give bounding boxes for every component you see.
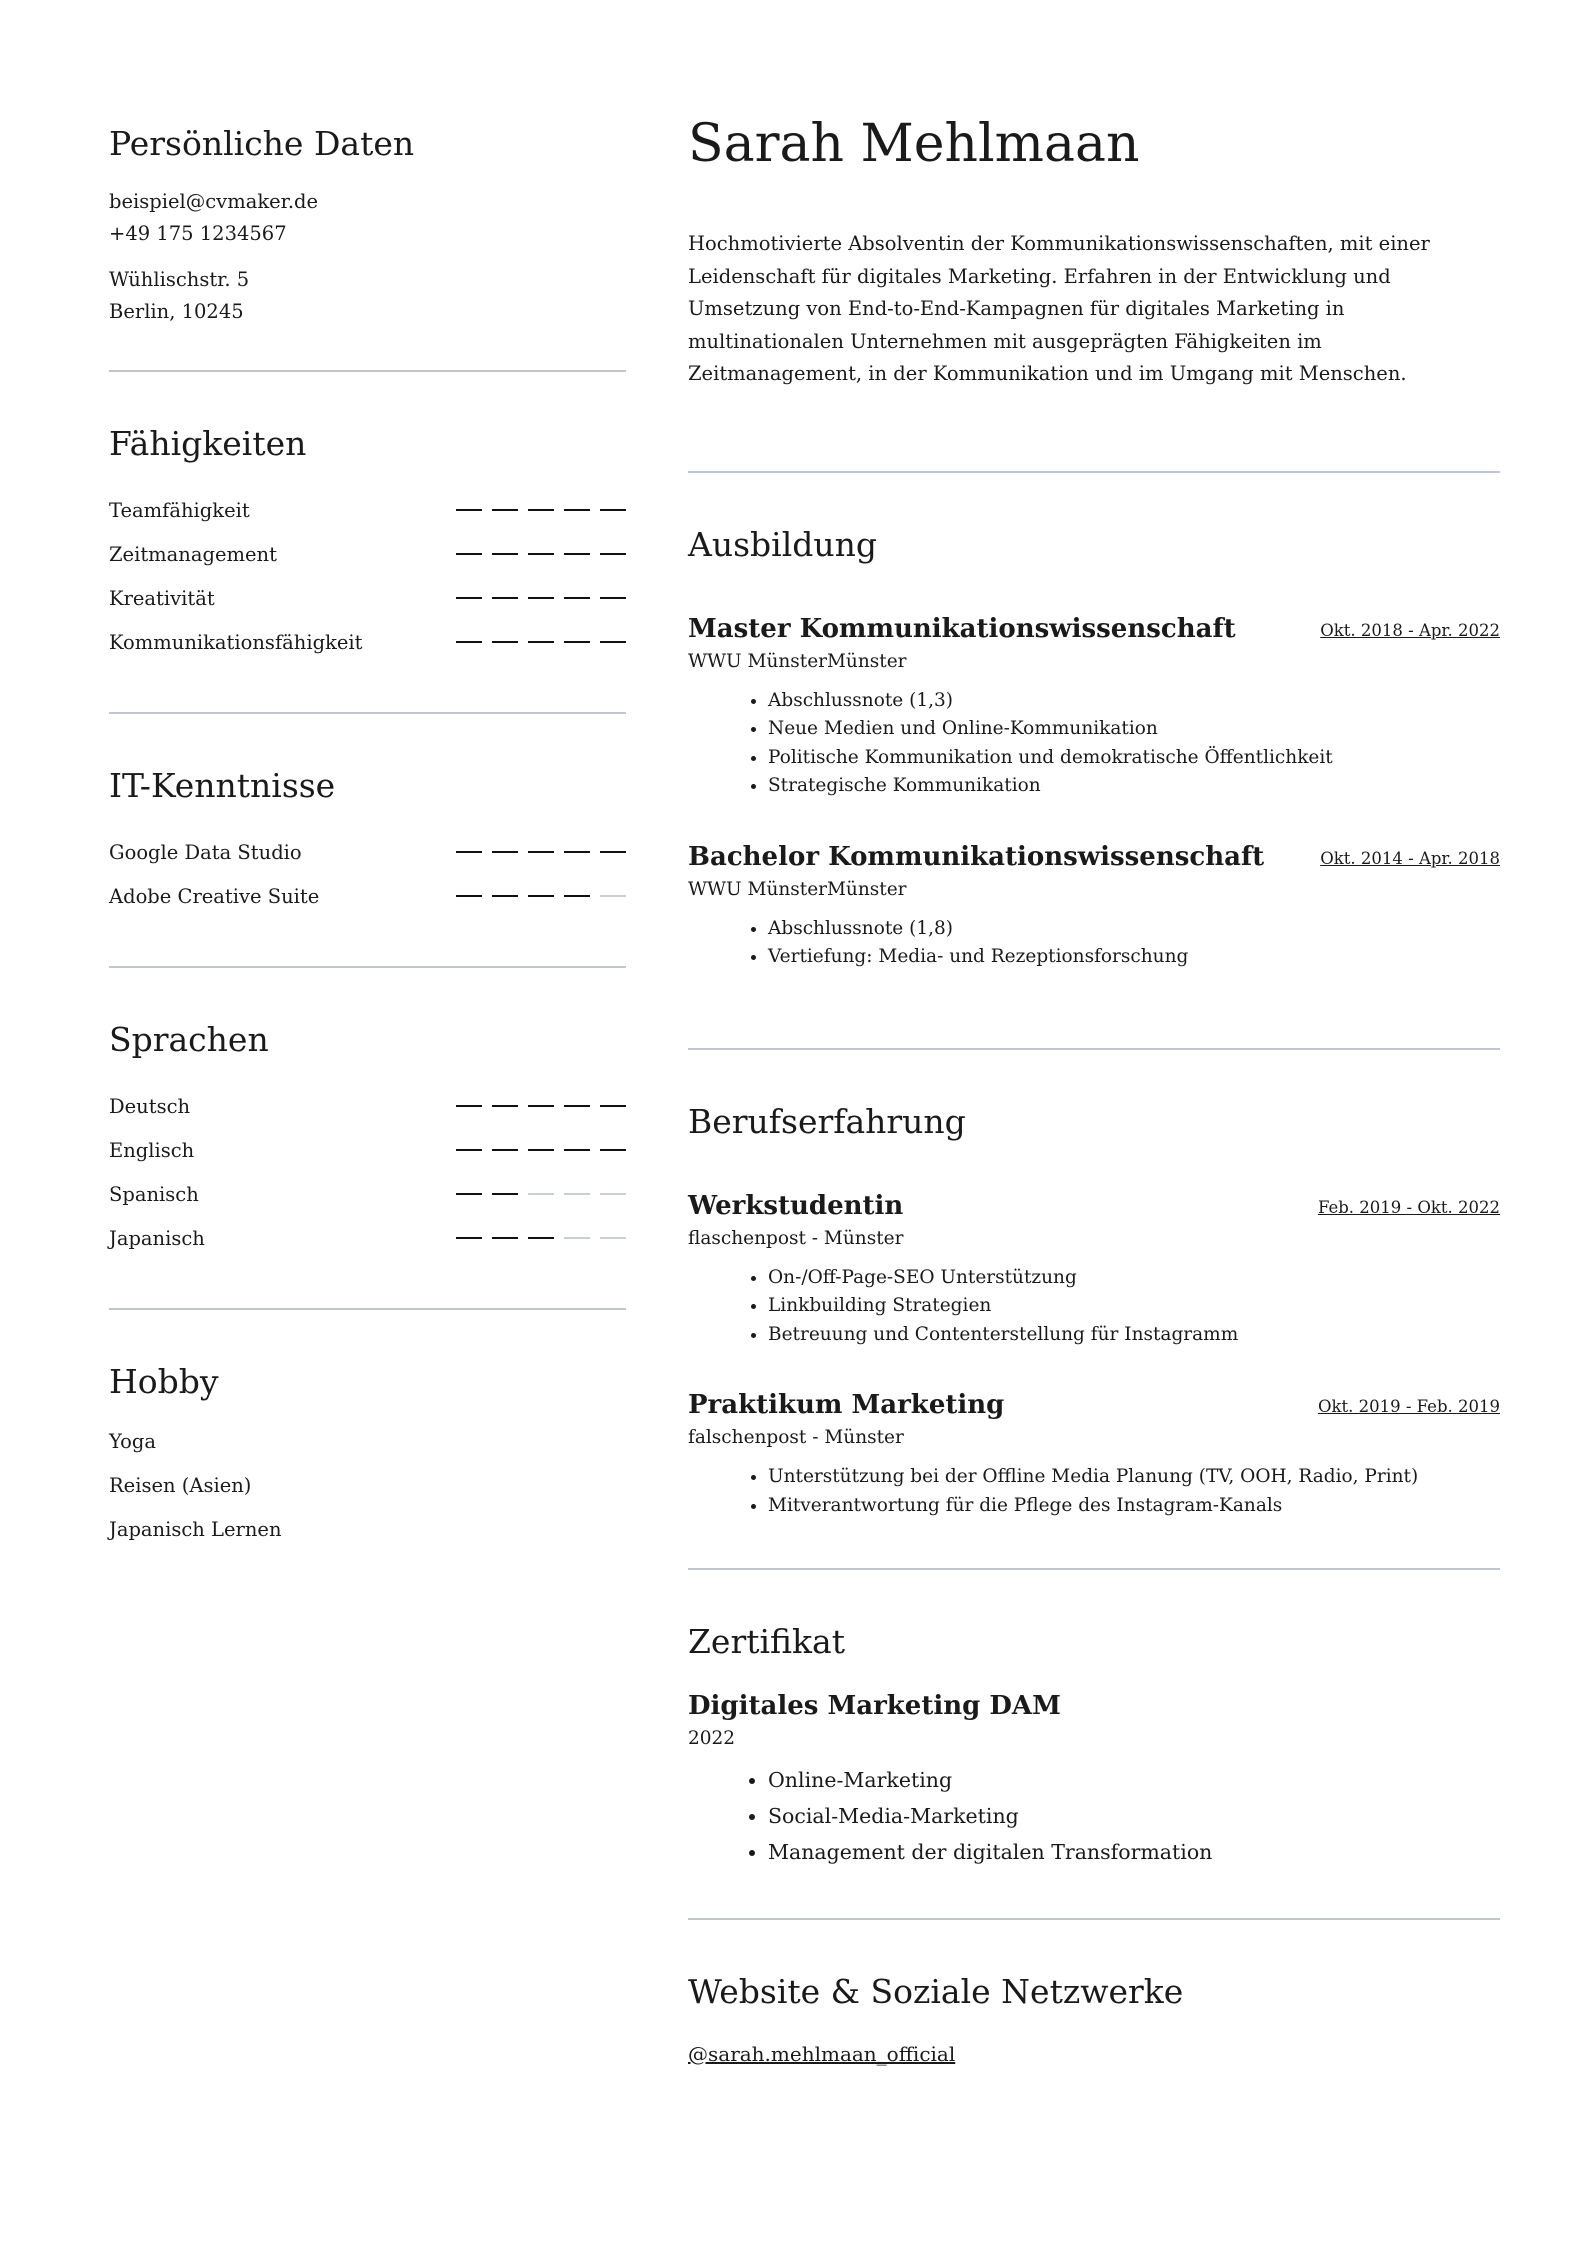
rating-dash-filled	[528, 1105, 554, 1107]
experience-entry	[688, 1387, 1500, 1520]
rating-dash-filled	[456, 1237, 482, 1239]
bullet-item: • Betreuung und Contenterstellung für Instagramm	[768, 1321, 1500, 1350]
rating-dash-filled	[528, 895, 554, 897]
right-column	[688, 112, 1500, 2066]
rating-dash-empty	[600, 1193, 626, 1195]
rating-dash-filled	[492, 1149, 518, 1151]
rating-dash-filled	[456, 895, 482, 897]
skill-rating	[446, 597, 626, 599]
rating-dash-filled	[492, 851, 518, 853]
entry-title: Master Kommunikationswissenschaft	[688, 613, 1236, 644]
bullet-item: • Abschlussnote (1,8)	[768, 915, 1500, 944]
rating-dash-empty	[528, 1193, 554, 1195]
certificate-heading: Zertifikat	[688, 1622, 845, 1661]
rating-dash-filled	[456, 1193, 482, 1195]
entry-bullets	[688, 687, 1500, 801]
bullet-item: • Management der digitalen Transformation	[768, 1834, 1500, 1870]
rating-dash-filled	[600, 1105, 626, 1107]
language-row	[109, 1216, 626, 1260]
entry-bullets	[688, 1264, 1500, 1350]
language-row	[109, 1084, 626, 1128]
left-column	[109, 124, 626, 1558]
rating-dash-filled	[456, 851, 482, 853]
rating-dash-filled	[456, 1105, 482, 1107]
rating-dash-filled	[492, 597, 518, 599]
skills-list	[109, 488, 626, 664]
entry-date: Okt. 2019 - Feb. 2019	[1317, 1397, 1500, 1416]
contact-block	[109, 186, 626, 328]
bullet-item: • On-/Off-Page-SEO Unterstützung	[768, 1264, 1500, 1293]
rating-dash-filled	[492, 1105, 518, 1107]
it-row	[109, 830, 626, 874]
bullet-item: • Unterstützung bei der Offline Media Planung (TV, OOH, Radio, Print)	[768, 1463, 1500, 1492]
entry-date: Okt. 2018 - Apr. 2022	[1320, 620, 1500, 640]
bullet-item: • Abschlussnote (1,3)	[768, 687, 1500, 716]
it-row	[109, 874, 626, 918]
entry-title: Praktikum Marketing	[688, 1390, 1005, 1420]
entry-title: Werkstudentin	[688, 1190, 904, 1221]
rating-dash-filled	[564, 597, 590, 599]
bullet-item: • Strategische Kommunikation	[768, 772, 1500, 801]
entry-place: falschenpost - Münster	[688, 1427, 904, 1448]
languages-heading: Sprachen	[109, 1020, 269, 1059]
city-text: Berlin, 10245	[109, 300, 244, 323]
rating-dash-filled	[492, 1237, 518, 1239]
web-heading: Website & Soziale Netzwerke	[688, 1972, 1184, 2011]
rating-dash-filled	[564, 509, 590, 511]
entry-date: Okt. 2014 - Apr. 2018	[1320, 848, 1500, 868]
language-rating	[446, 1149, 626, 1151]
rating-dash-filled	[492, 641, 518, 643]
rating-dash-filled	[492, 509, 518, 511]
hobby-item: Yoga	[109, 1430, 157, 1453]
entry-place: WWU MünsterMünster	[688, 878, 907, 900]
skill-label: Zeitmanagement	[109, 542, 277, 566]
skill-row	[109, 620, 626, 664]
bullet-item: • Online-Marketing	[768, 1762, 1500, 1798]
rating-dash-empty	[600, 1237, 626, 1239]
skill-row	[109, 488, 626, 532]
rating-dash-filled	[492, 895, 518, 897]
hobby-item: Japanisch Lernen	[109, 1518, 282, 1541]
divider	[109, 1308, 626, 1310]
it-label: Google Data Studio	[109, 840, 302, 864]
rating-dash-filled	[528, 1149, 554, 1151]
skill-row	[109, 576, 626, 620]
entry-bullets	[688, 915, 1500, 972]
rating-dash-filled	[600, 553, 626, 555]
experience-heading: Berufserfahrung	[688, 1101, 966, 1141]
certificate-year: 2022	[688, 1728, 736, 1749]
skill-rating	[446, 641, 626, 643]
rating-dash-empty	[564, 1193, 590, 1195]
rating-dash-filled	[564, 895, 590, 897]
rating-dash-filled	[456, 509, 482, 511]
skills-heading: Fähigkeiten	[109, 424, 307, 463]
rating-dash-filled	[492, 553, 518, 555]
entry-place: flaschenpost - Münster	[688, 1227, 904, 1249]
skill-rating	[446, 553, 626, 555]
certificate-entry	[688, 1688, 1500, 1870]
rating-dash-filled	[528, 1237, 554, 1239]
hobby-heading: Hobby	[109, 1362, 219, 1401]
skill-label: Kommunikationsfähigkeit	[109, 630, 363, 654]
entry-date: Feb. 2019 - Okt. 2022	[1317, 1197, 1500, 1217]
social-link[interactable]: @sarah.mehlmaan_official	[688, 2042, 956, 2066]
divider	[688, 1048, 1500, 1050]
language-label: Englisch	[109, 1138, 195, 1162]
entry-title: Bachelor Kommunikationswissenschaft	[688, 841, 1265, 872]
it-rating	[446, 851, 626, 853]
language-label: Japanisch	[109, 1226, 205, 1250]
street-text: Wühlischstr. 5	[109, 268, 250, 291]
it-heading: IT-Kenntnisse	[109, 766, 336, 805]
rating-dash-filled	[492, 1193, 518, 1195]
language-rating	[446, 1193, 626, 1195]
profile-summary: Hochmotivierte Absolventin der Kommunikationswissenschaften, mit einer Leidenschaft für digitales Marketing. Erfahren in der Entwicklung und Umsetzung von End-to-End-Kampagnen für digitales Marketing in multinationalen Unternehmen mit ausgeprägten Fähigkeiten im Zeitmanagement, in der Kommunikation und im Umgang mit Menschen.	[688, 232, 1430, 385]
bullet-item: • Politische Kommunikation und demokratische Öffentlichkeit	[768, 744, 1500, 773]
education-entry	[688, 611, 1500, 801]
rating-dash-filled	[456, 1149, 482, 1151]
rating-dash-filled	[600, 1149, 626, 1151]
rating-dash-filled	[456, 641, 482, 643]
experience-entry	[688, 1188, 1500, 1350]
divider	[109, 370, 626, 372]
divider	[688, 471, 1500, 473]
rating-dash-filled	[564, 553, 590, 555]
language-label: Deutsch	[109, 1094, 191, 1118]
rating-dash-filled	[528, 597, 554, 599]
rating-dash-filled	[456, 553, 482, 555]
rating-dash-filled	[600, 509, 626, 511]
certificate-title: Digitales Marketing DAM	[688, 1691, 1061, 1721]
it-label: Adobe Creative Suite	[109, 884, 320, 908]
it-rating	[446, 895, 626, 897]
language-row	[109, 1172, 626, 1216]
skill-row	[109, 532, 626, 576]
rating-dash-filled	[600, 641, 626, 643]
languages-list	[109, 1084, 626, 1260]
rating-dash-filled	[528, 553, 554, 555]
rating-dash-filled	[528, 641, 554, 643]
rating-dash-filled	[564, 1105, 590, 1107]
language-rating	[446, 1105, 626, 1107]
rating-dash-filled	[456, 597, 482, 599]
skill-rating	[446, 509, 626, 511]
language-row	[109, 1128, 626, 1172]
divider	[688, 1918, 1500, 1920]
certificate-bullets	[688, 1762, 1500, 1870]
bullet-item: • Mitverantwortung für die Pflege des Instagram-Kanals	[768, 1492, 1500, 1521]
rating-dash-filled	[528, 509, 554, 511]
language-label: Spanisch	[109, 1182, 199, 1206]
entry-place: WWU MünsterMünster	[688, 650, 907, 672]
phone-text: +49 175 1234567	[109, 222, 287, 245]
skill-label: Kreativität	[109, 586, 215, 610]
candidate-name: Sarah Mehlmaan	[688, 114, 1140, 174]
education-entry	[688, 839, 1500, 972]
bullet-item: • Vertiefung: Media- und Rezeptionsforschung	[768, 943, 1500, 972]
divider	[109, 712, 626, 714]
divider	[109, 966, 626, 968]
rating-dash-empty	[600, 895, 626, 897]
it-list	[109, 830, 626, 918]
rating-dash-filled	[564, 851, 590, 853]
bullet-item: • Linkbuilding Strategien	[768, 1292, 1500, 1321]
bullet-item: • Social-Media-Marketing	[768, 1798, 1500, 1834]
hobby-item: Reisen (Asien)	[109, 1474, 252, 1497]
language-rating	[446, 1237, 626, 1239]
education-heading: Ausbildung	[688, 524, 878, 564]
hobby-list	[109, 1426, 626, 1558]
email-text: beispiel@cvmaker.de	[109, 190, 319, 213]
bullet-item: • Neue Medien und Online-Kommunikation	[768, 715, 1500, 744]
personal-heading: Persönliche Daten	[109, 124, 415, 163]
skill-label: Teamfähigkeit	[109, 498, 250, 522]
entry-bullets	[688, 1463, 1500, 1520]
rating-dash-filled	[528, 851, 554, 853]
rating-dash-filled	[564, 641, 590, 643]
rating-dash-filled	[600, 597, 626, 599]
divider	[688, 1568, 1500, 1570]
rating-dash-filled	[564, 1149, 590, 1151]
rating-dash-filled	[600, 851, 626, 853]
rating-dash-empty	[564, 1237, 590, 1239]
